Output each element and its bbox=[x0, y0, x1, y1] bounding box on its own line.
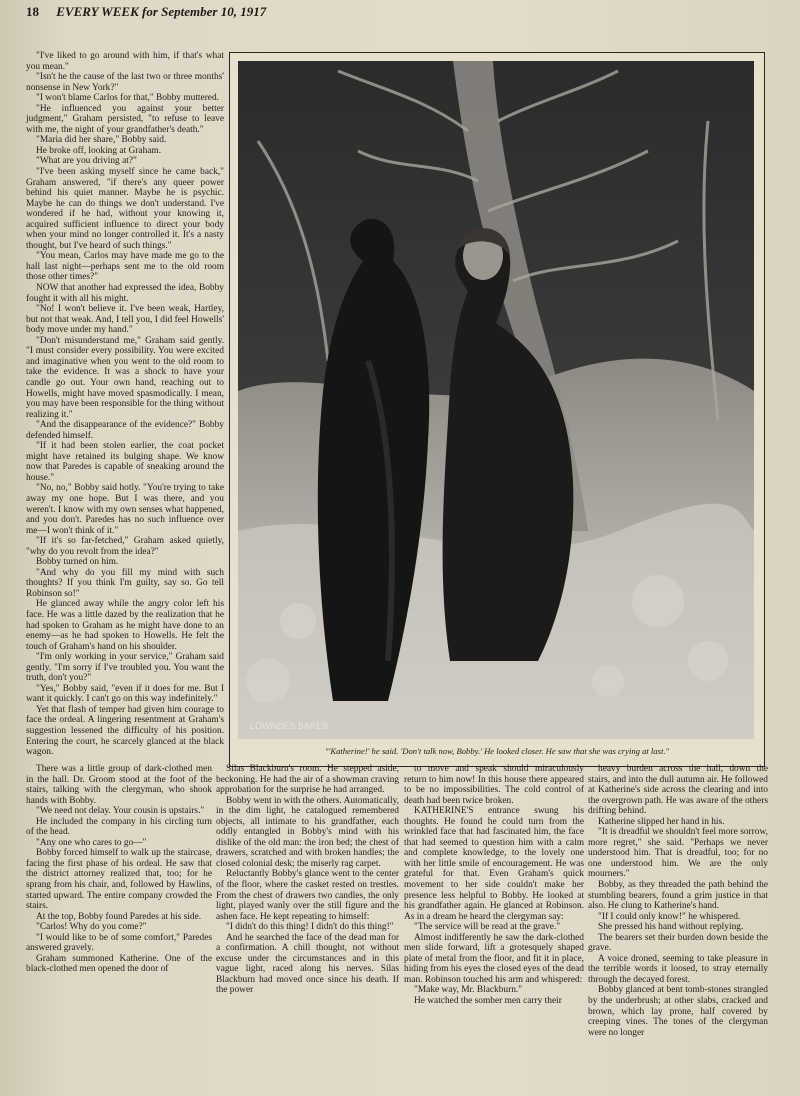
column-c bbox=[404, 764, 584, 1007]
paragraph: to move and speak should miraculously return to him now! In this house there appeared to be no impossibilities. The cold control of death had been twice broken. bbox=[404, 764, 584, 806]
paragraph: "Don't misunderstand me," Graham said gently. "I must consider every possibility. You were excited and imaginative when you went to the old room to take the evidence. It was a shock to have your candle go out. Your own hand, reaching out to Howells, might have moved spasmodically. I mean, you may have been responsible for the thing without realizing it." bbox=[26, 335, 224, 420]
paragraph: "Isn't he the cause of the last two or three months' nonsense in New York?" bbox=[26, 72, 224, 93]
paragraph: "If I could only know!" he whispered. bbox=[598, 911, 741, 922]
paragraph: "I've liked to go around with him, if that's what you mean." bbox=[26, 51, 224, 72]
paragraph: There was a little group of dark-clothed men in the hall. Dr. Groom stood at the foot of the stairs, talking with the clergyman, who shook hands with Bobby. bbox=[26, 764, 212, 806]
paragraph: Bobby forced himself to walk up the staircase, facing the first phase of his ordeal. He saw that the district attorney realized that, too; for he sprang from his chair, and, followed by Hawlins, started upward. The entire company crowded the stairs. bbox=[26, 848, 212, 912]
paragraph: And he searched the face of the dead man for a confirmation. A chill thought, not without excuse under the circumstances and in this vague light, raced along his nerves. Silas Blackburn had moved once since his death. If the power bbox=[216, 932, 399, 996]
paragraph: Almost indifferently he saw the dark-clothed men slide forward, lift a grotesquely shaped plate of metal from the floor, and fit it in place, hiding from his eyes the closed eyes of the dead man. Robinson touched his arm and whispered: bbox=[404, 932, 584, 985]
page-number: 18 bbox=[26, 4, 39, 19]
paragraph: He included the company in his circling turn of the head. bbox=[26, 816, 212, 838]
paragraph: heavy burden across the hall, down the stairs, and into the dull autumn air. He followed at Katherine's side across the clearing and into the overgrown path. He was aware of the others drifting behind. bbox=[588, 764, 768, 817]
paragraph: Bobby turned on him. bbox=[36, 557, 119, 568]
paragraph: He watched the somber men carry their bbox=[414, 996, 562, 1007]
paragraph: She pressed his hand without replying. bbox=[598, 922, 744, 933]
paragraph: "No, no," Bobby said hotly. "You're trying to take away my one hope. But I was there, and you weren't. I know with my own senses what happened, and you don't. Paredes has no such influence over me—I won't think of it." bbox=[26, 483, 224, 536]
artist-signature: LOWNDES BAKER bbox=[250, 721, 329, 731]
paragraph: "I've been asking myself since he came back," Graham answered, "if there's any queer power behind his quiet manner. Maybe he is psychic. Maybe he can do things we don't understand. I've wondered if he had, without your knowing it, acquired sufficient influence to direct your body when your mind no longer controlled it. It's a nasty thought, but I've heard of such things." bbox=[26, 167, 224, 251]
paragraph: "I would like to be of some comfort," Paredes answered gravely. bbox=[26, 932, 212, 954]
paragraph: The bearers set their burden down beside the grave. bbox=[588, 932, 768, 954]
paragraph: Bobby glanced at bent tomb-stones strangled by the underbrush; at other slabs, cracked and brown, which lay prone, half covered by creeping vines. The tones of the clergyman were no longer bbox=[588, 985, 768, 1038]
magazine-title: EVERY WEEK for September 10, 1917 bbox=[56, 4, 267, 19]
paragraph: Silas Blackburn's room. He stepped aside, beckoning. He had the air of a showman craving approbation for the surprise he had arranged. bbox=[216, 764, 399, 796]
page-header bbox=[26, 4, 586, 26]
paragraph: "It is dreadful we shouldn't feel more sorrow, more regret," she said. "Perhaps we never understood him. That is dreadful, too; for no one understood him. We are the only mourners." bbox=[588, 827, 768, 880]
paragraph: Katherine slipped her hand in his. bbox=[598, 816, 725, 827]
paragraph: A voice droned, seeming to take pleasure in the terrible words it loosed, to stray eternally through the decayed forest. bbox=[588, 953, 768, 985]
paragraph: "Maria did her share," Bobby said. bbox=[36, 135, 167, 146]
paragraph: At the top, Bobby found Paredes at his side. bbox=[36, 911, 202, 922]
paragraph: "Carlos! Why do you come?" bbox=[36, 922, 147, 933]
paragraph: Bobby went in with the others. Automatically, in the dim light, he catalogued remembered objects, all intimate to his grandfather, each oddly entangled in Bobby's mind with his dislike of the old man: the iron bed; the chest of drawers, scratched and with broken handles; the closed colonial desk; the miserly rag carpet. bbox=[216, 795, 399, 869]
forest-scene-drawing bbox=[238, 61, 754, 739]
paragraph: "I didn't do this thing! I didn't do this thing!" bbox=[226, 922, 394, 933]
paragraph: "We need not delay. Your cousin is upstairs." bbox=[36, 806, 205, 817]
illustration-caption: "'Katherine!' he said. 'Don't talk now, Bobby.' He looked closer. He saw that she was crying at last." bbox=[324, 746, 670, 756]
paragraph: "If it had been stolen earlier, the coat pocket might have retained its bulging shape. We know now that Paredes is capable of sneaking around the house." bbox=[26, 441, 224, 483]
paragraph: "What are you driving at?" bbox=[36, 156, 137, 167]
illustration bbox=[229, 52, 765, 767]
paragraph: KATHERINE'S entrance swung his thoughts. He found he could turn from the wrinkled face that had fascinated him, the face that had seemed to question him with a calm and complete knowledge, to the lovely one with her little smile of encouragement. He was grateful for that. Even Graham's quick movement to her side couldn't make her presence less helpful to Bobby. He looked at his grandfather again. He glanced at Robinson. As in a dream he heard the clergyman say: bbox=[404, 806, 584, 922]
paragraph: "You mean, Carlos may have made me go to the hall last night—perhaps sent me to the old room those other times?" bbox=[26, 251, 224, 283]
paragraph: "I won't blame Carlos for that," Bobby muttered. bbox=[36, 93, 220, 104]
column-b bbox=[216, 764, 399, 996]
paragraph: "I'm only working in your service," Graham said gently. "I'm sorry if I've troubled you. You want the truth, don't you?" bbox=[26, 652, 224, 684]
paragraph: Reluctantly Bobby's glance went to the center of the floor, where the casket rested on trestles. From the chest of drawers two candles, the only light, played wanly over the still figure and the ashen face. He kept repeating to himself: bbox=[216, 869, 399, 922]
column-a bbox=[26, 764, 212, 975]
paragraph: Yet that flash of temper had given him courage to face the ordeal. A lingering resentment at Graham's suggestion lessened the difficulty of his position. Entering the court, he scarcely glanced at the black wagon. bbox=[26, 704, 224, 758]
paragraph: "Any one who cares to go—" bbox=[36, 837, 147, 848]
column-top-left bbox=[26, 51, 224, 758]
paragraph: He broke off, looking at Graham. bbox=[36, 145, 162, 156]
paragraph: "And why do you fill my mind with such thoughts? If you think I'm guilty, say so. Go tell Robinson so!" bbox=[26, 567, 224, 599]
paragraph: Graham summoned Katherine. One of the black-clothed men opened the door of bbox=[26, 953, 212, 975]
paragraph: "He influenced you against your better judgment," Graham persisted, "to refuse to leave with me, the night of your grandfather's death." bbox=[26, 103, 224, 135]
paragraph: "Make way, Mr. Blackburn." bbox=[414, 985, 523, 996]
paragraph: NOW that another had expressed the idea, Bobby fought it with all his might. bbox=[26, 283, 224, 304]
paragraph: "The service will be read at the grave." bbox=[414, 922, 561, 933]
paragraph: He glanced away while the angry color left his face. He was a little dazed by the realization that he had spoken to Graham as he might have done to an enemy—as he had spoken to Howells. He felt the touch of Graham's hand on his shoulder. bbox=[26, 599, 224, 652]
paragraph: Bobby, as they threaded the path behind the stumbling bearers, found a grim justice in that also. He clung to Katherine's hand. bbox=[588, 880, 768, 912]
illustration-image bbox=[238, 61, 754, 739]
paragraph: "And the disappearance of the evidence?" Bobby defended himself. bbox=[26, 420, 224, 441]
paragraph: "Yes," Bobby said, "even if it does for me. But I want it quickly. I can't go on this way indefinitely." bbox=[26, 683, 224, 705]
paragraph: "If it's so far-fetched," Graham asked quietly, "why do you revolt from the idea?" bbox=[26, 536, 224, 557]
paragraph: "No! I won't believe it. I've been weak, Hartley, but not that weak. And, I tell you, I did feel Howells' body move under my hand." bbox=[26, 304, 224, 336]
column-d bbox=[588, 764, 768, 1038]
